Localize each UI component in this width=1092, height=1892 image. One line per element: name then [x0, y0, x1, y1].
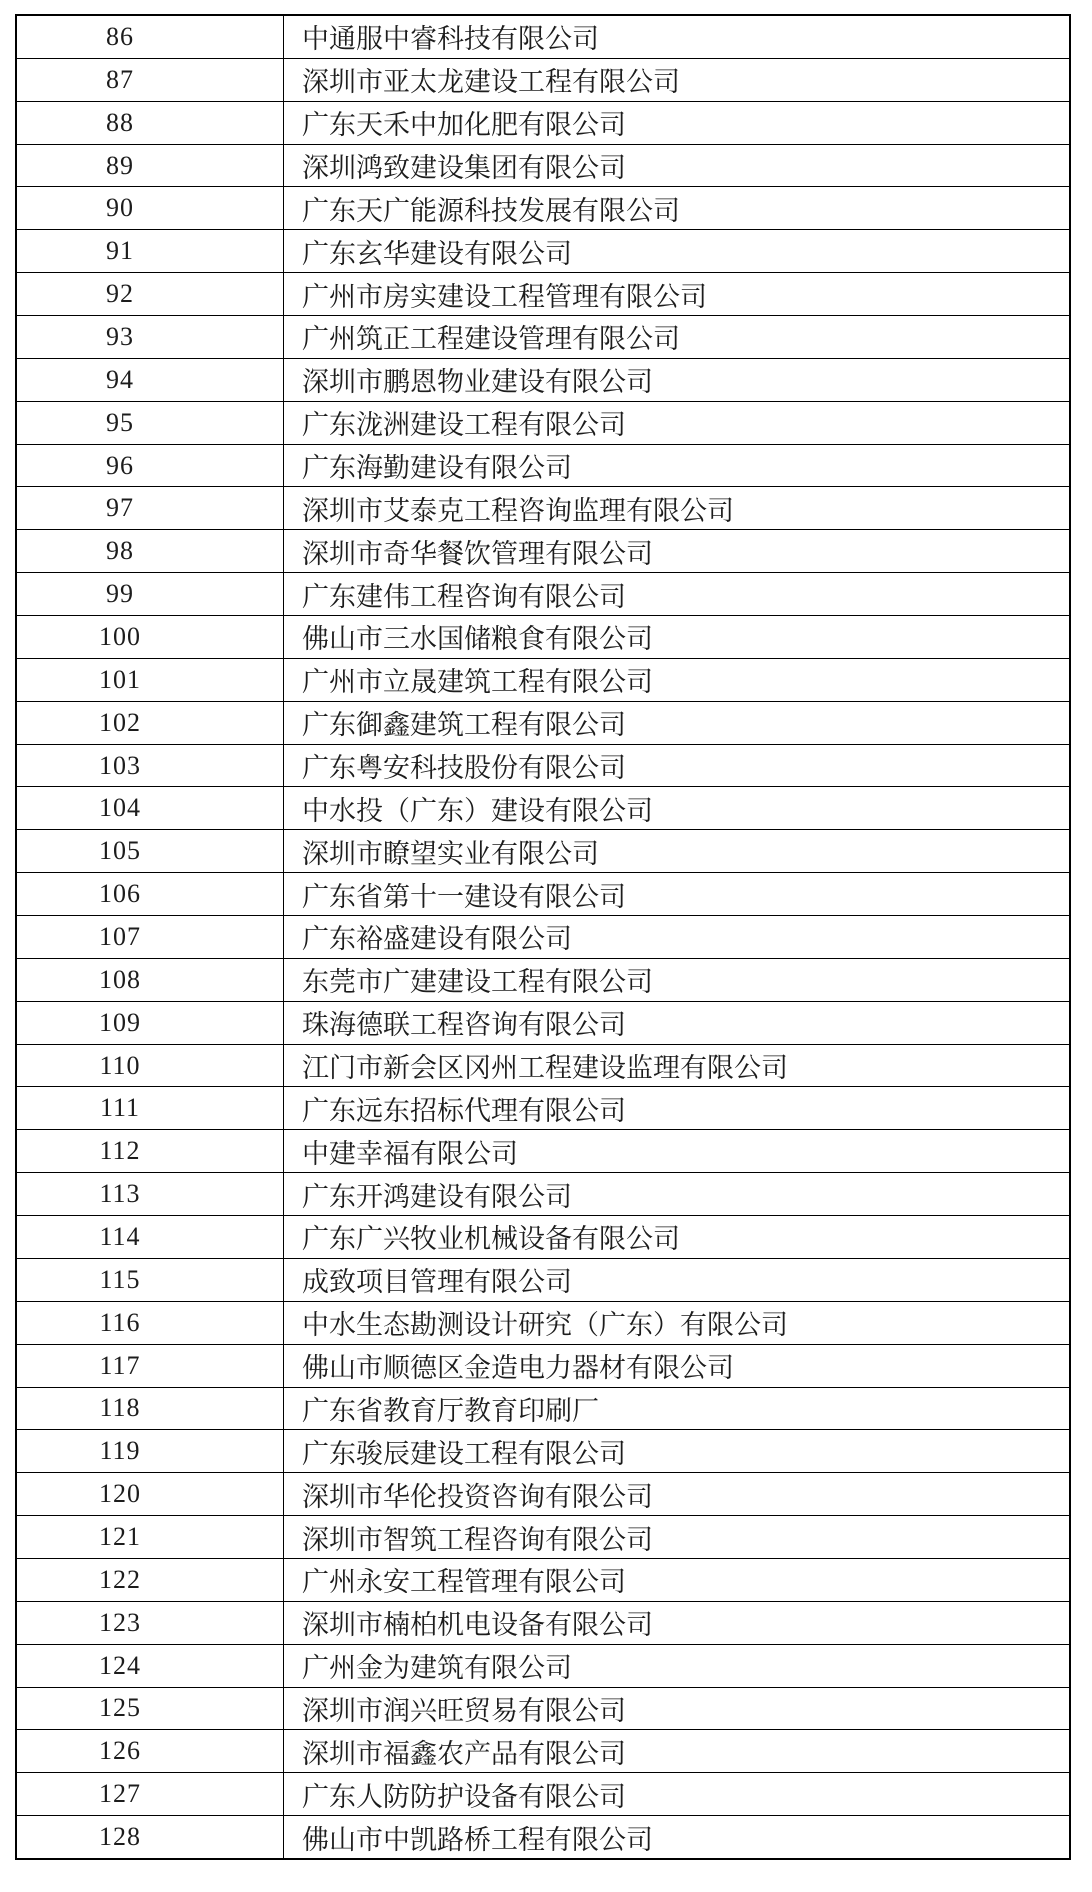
company-name-cell: 中通服中睿科技有限公司	[302, 24, 599, 55]
table-row	[17, 1772, 1069, 1815]
row-number-cell: 98	[17, 530, 284, 572]
row-number-cell: 89	[17, 145, 284, 187]
table-row	[17, 486, 1069, 529]
company-name-cell: 广东远东招标代理有限公司	[302, 1095, 626, 1126]
row-number-cell: 96	[17, 445, 284, 487]
row-number-cell: 120	[17, 1473, 284, 1515]
company-name-cell: 深圳市瞭望实业有限公司	[302, 838, 599, 869]
table-row	[17, 401, 1069, 444]
company-name-cell: 深圳市亚太龙建设工程有限公司	[302, 67, 680, 98]
company-name-cell: 广东建伟工程咨询有限公司	[302, 581, 626, 612]
company-name-cell: 广州市房实建设工程管理有限公司	[302, 281, 707, 312]
table-row	[17, 186, 1069, 229]
company-name-cell: 广州永安工程管理有限公司	[302, 1567, 626, 1598]
row-number-cell: 90	[17, 187, 284, 229]
table-row	[17, 229, 1069, 272]
table-row	[17, 101, 1069, 144]
table-row	[17, 1558, 1069, 1601]
company-name-cell: 深圳市奇华餐饮管理有限公司	[302, 538, 653, 569]
row-number-cell: 108	[17, 959, 284, 1001]
company-name-cell: 广东人防防护设备有限公司	[302, 1781, 626, 1812]
row-number-cell: 117	[17, 1345, 284, 1387]
table-row	[17, 1129, 1069, 1172]
table-row	[17, 1044, 1069, 1087]
row-number-cell: 93	[17, 316, 284, 358]
table-row	[17, 872, 1069, 915]
row-number-cell: 95	[17, 402, 284, 444]
row-number-cell: 127	[17, 1773, 284, 1815]
row-number-cell: 114	[17, 1216, 284, 1258]
company-name-cell: 中水投（广东）建设有限公司	[302, 795, 653, 826]
company-name-cell: 广东省第十一建设有限公司	[302, 881, 626, 912]
row-number-cell: 122	[17, 1559, 284, 1601]
company-name-cell: 深圳市福鑫农产品有限公司	[302, 1738, 626, 1769]
row-number-cell: 99	[17, 573, 284, 615]
table-row	[17, 1387, 1069, 1430]
table-row	[17, 1729, 1069, 1772]
company-name-cell: 广东泷洲建设工程有限公司	[302, 410, 626, 441]
company-name-cell: 广东粤安科技股份有限公司	[302, 753, 626, 784]
table-row	[17, 1815, 1069, 1858]
table-row	[17, 1258, 1069, 1301]
company-name-cell: 广东开鸿建设有限公司	[302, 1181, 572, 1212]
table-row	[17, 829, 1069, 872]
table-row	[17, 915, 1069, 958]
row-number-cell: 94	[17, 359, 284, 401]
row-number-cell: 87	[17, 59, 284, 101]
company-name-cell: 深圳鸿致建设集团有限公司	[302, 153, 626, 183]
row-number-cell: 107	[17, 916, 284, 958]
company-name-cell: 深圳市鹏恩物业建设有限公司	[302, 367, 653, 398]
table-row	[17, 1472, 1069, 1515]
company-name-cell: 广州金为建筑有限公司	[302, 1653, 572, 1684]
company-name-cell: 成致项目管理有限公司	[302, 1267, 572, 1298]
table-row	[17, 1601, 1069, 1644]
row-number-cell: 102	[17, 702, 284, 744]
company-name-cell: 广东骏辰建设工程有限公司	[302, 1438, 626, 1469]
company-name-cell: 深圳市艾泰克工程咨询监理有限公司	[302, 495, 734, 526]
row-number-cell: 88	[17, 102, 284, 144]
company-name-cell: 深圳市智筑工程咨询有限公司	[302, 1524, 653, 1555]
company-name-cell: 深圳市华伦投资咨询有限公司	[302, 1481, 653, 1512]
company-name-cell: 江门市新会区冈州工程建设监理有限公司	[302, 1053, 788, 1084]
company-name-cell: 广东天广能源科技发展有限公司	[302, 195, 680, 226]
row-number-cell: 92	[17, 273, 284, 315]
table-row	[17, 444, 1069, 487]
row-number-cell: 104	[17, 787, 284, 829]
company-name-cell: 佛山市三水国储粮食有限公司	[302, 624, 653, 655]
company-name-cell: 深圳市润兴旺贸易有限公司	[302, 1695, 626, 1726]
table-row	[17, 16, 1069, 58]
row-number-cell: 86	[17, 16, 284, 58]
row-number-cell: 109	[17, 1002, 284, 1044]
row-number-cell: 125	[17, 1688, 284, 1730]
table-row	[17, 658, 1069, 701]
company-table	[15, 14, 1071, 1860]
company-name-cell: 广东省教育厅教育印刷厂	[302, 1395, 599, 1426]
company-name-cell: 广州筑正工程建设管理有限公司	[302, 324, 680, 355]
table-row	[17, 1515, 1069, 1558]
row-number-cell: 103	[17, 745, 284, 787]
row-number-cell: 118	[17, 1388, 284, 1430]
row-number-cell: 106	[17, 873, 284, 915]
company-name-cell: 深圳市楠柏机电设备有限公司	[302, 1610, 653, 1641]
company-name-cell: 广东广兴牧业机械设备有限公司	[302, 1224, 680, 1255]
table-row	[17, 744, 1069, 787]
company-name-cell: 广东御鑫建筑工程有限公司	[302, 710, 626, 741]
company-name-cell: 广东天禾中加化肥有限公司	[302, 110, 626, 141]
row-number-cell: 119	[17, 1430, 284, 1472]
table-row	[17, 272, 1069, 315]
row-number-cell: 100	[17, 616, 284, 658]
row-number-cell: 116	[17, 1302, 284, 1344]
company-name-cell: 佛山市顺德区金造电力器材有限公司	[302, 1353, 734, 1384]
company-name-cell: 东莞市广建建设工程有限公司	[302, 967, 653, 998]
table-row	[17, 1687, 1069, 1730]
table-row	[17, 1001, 1069, 1044]
table-row	[17, 572, 1069, 615]
table-row	[17, 701, 1069, 744]
table-row	[17, 1301, 1069, 1344]
table-row	[17, 58, 1069, 101]
row-number-cell: 97	[17, 487, 284, 529]
company-name-cell: 广东海勤建设有限公司	[302, 453, 572, 484]
row-number-cell: 123	[17, 1602, 284, 1644]
table-row	[17, 1086, 1069, 1129]
row-number-cell: 124	[17, 1645, 284, 1687]
company-name-cell: 珠海德联工程咨询有限公司	[302, 1010, 626, 1041]
table-row	[17, 315, 1069, 358]
table-row	[17, 786, 1069, 829]
row-number-cell: 110	[17, 1045, 284, 1087]
row-number-cell: 115	[17, 1259, 284, 1301]
table-row	[17, 1429, 1069, 1472]
table-row	[17, 1644, 1069, 1687]
company-name-cell: 中水生态勘测设计研究（广东）有限公司	[302, 1310, 788, 1341]
row-number-cell: 111	[17, 1087, 284, 1129]
row-number-cell: 126	[17, 1730, 284, 1772]
row-number-cell: 105	[17, 830, 284, 872]
table-row	[17, 358, 1069, 401]
row-number-cell: 121	[17, 1516, 284, 1558]
table-row	[17, 529, 1069, 572]
row-number-cell: 112	[17, 1130, 284, 1172]
company-name-cell: 中建幸福有限公司	[302, 1138, 518, 1169]
company-name-cell: 广州市立晟建筑工程有限公司	[302, 667, 653, 698]
company-name-cell: 广东裕盛建设有限公司	[302, 924, 572, 955]
company-name-cell: 广东玄华建设有限公司	[302, 238, 572, 269]
table-row	[17, 615, 1069, 658]
row-number-cell: 128	[17, 1816, 284, 1858]
table-row	[17, 1344, 1069, 1387]
row-number-cell: 113	[17, 1173, 284, 1215]
table-row	[17, 1215, 1069, 1258]
row-number-cell: 101	[17, 659, 284, 701]
table-row	[17, 1172, 1069, 1215]
table-row	[17, 958, 1069, 1001]
company-name-cell: 佛山市中凯路桥工程有限公司	[302, 1824, 653, 1855]
table-row	[17, 144, 1069, 187]
row-number-cell: 91	[17, 230, 284, 272]
